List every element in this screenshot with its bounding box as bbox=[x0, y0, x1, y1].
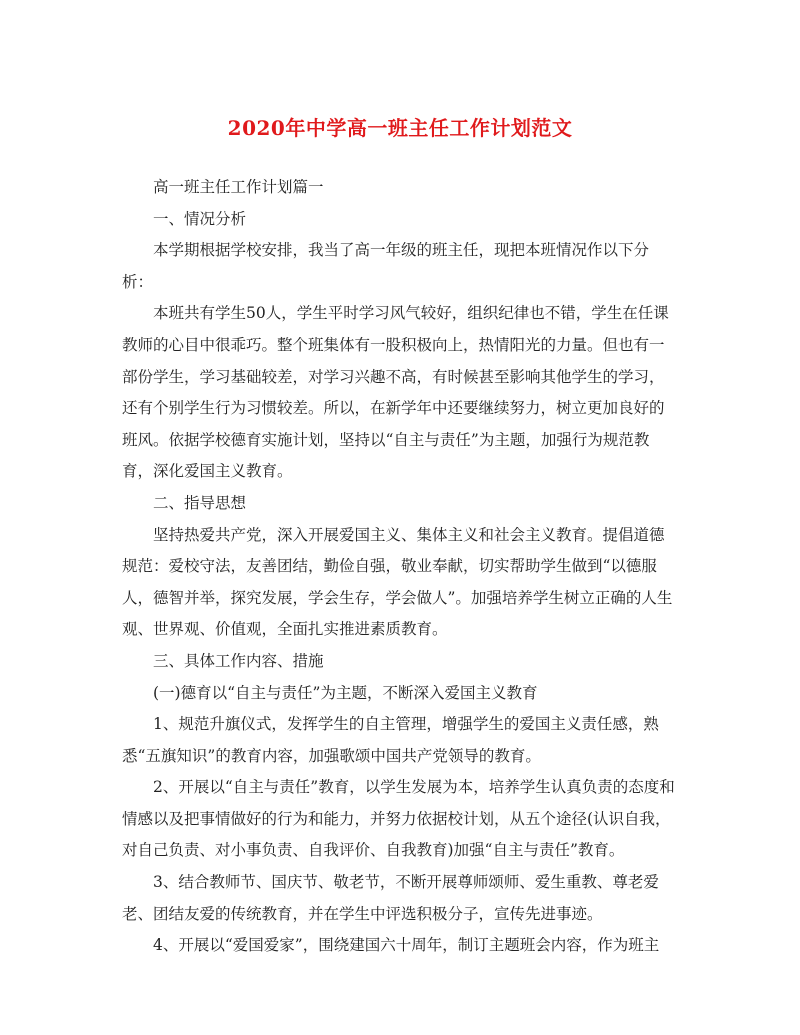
section-heading: 三、具体工作内容、措施 bbox=[153, 651, 324, 670]
paragraph: 2、开展以“自主与责任”教育，以学生发展为本，培养学生认真负责的态度和情感以及把事情做好的行为和能力，并努力依据校计划，从五个途径(认识自我，对自己负责、对小事负责、自我评价、自我教育)加强“自主与责任”教育。 bbox=[122, 778, 675, 860]
paragraph: 本学期根据学校安排，我当了高一年级的班主任，现把本班情况作以下分析： bbox=[122, 241, 650, 291]
paragraph: 1、规范升旗仪式，发挥学生的自主管理，增强学生的爱国主义责任感，熟悉“五旗知识”的教育内容，加强歌颂中国共产党领导的教育。 bbox=[122, 715, 659, 765]
section-heading: 二、指导思想 bbox=[153, 493, 247, 512]
section-heading: 高一班主任工作计划篇一 bbox=[153, 178, 324, 196]
paragraph: 3、结合教师节、国庆节、敬老节，不断开展尊师颂师、爱生重教、尊老爱老、团结友爱的传统教育，并在学生中评选积极分子，宣传先进事迹。 bbox=[122, 873, 659, 923]
document-title: 2020年中学高一班主任工作计划范文 bbox=[227, 116, 573, 140]
section-heading: 一、情况分析 bbox=[153, 209, 247, 228]
paragraph: 4、开展以“爱国爱家”，围绕建国六十周年，制订主题班会内容，作为班主 bbox=[153, 936, 660, 955]
document-body bbox=[122, 172, 678, 962]
paragraph: 本班共有学生50人，学生平时学习风气较好，组织纪律也不错，学生在任课教师的心目中很乖巧。整个班集体有一股积极向上，热情阳光的力量。但也有一部份学生，学习基础较差，对学习兴趣不高，有时候甚至影响其他学生的学习，还有个别学生行为习惯较差。所以，在新学年中还要继续努力，树立更加良好的班风。依据学校德育实施计划，坚持以“自主与责任”为主题，加强行为规范教育，深化爱国主义教育。 bbox=[122, 304, 669, 481]
paragraph: 坚持热爱共产党，深入开展爱国主义、集体主义和社会主义教育。提倡道德规范：爱校守法，友善团结，勤俭自强，敬业奉献，切实帮助学生做到“以德服人，德智并举，探究发展，学会生存，学会做人”。加强培养学生树立正确的人生观、世界观、价值观，全面扎实推进素质教育。 bbox=[122, 525, 673, 639]
paragraph: (一)德育以“自主与责任”为主题，不断深入爱国主义教育 bbox=[153, 683, 538, 702]
